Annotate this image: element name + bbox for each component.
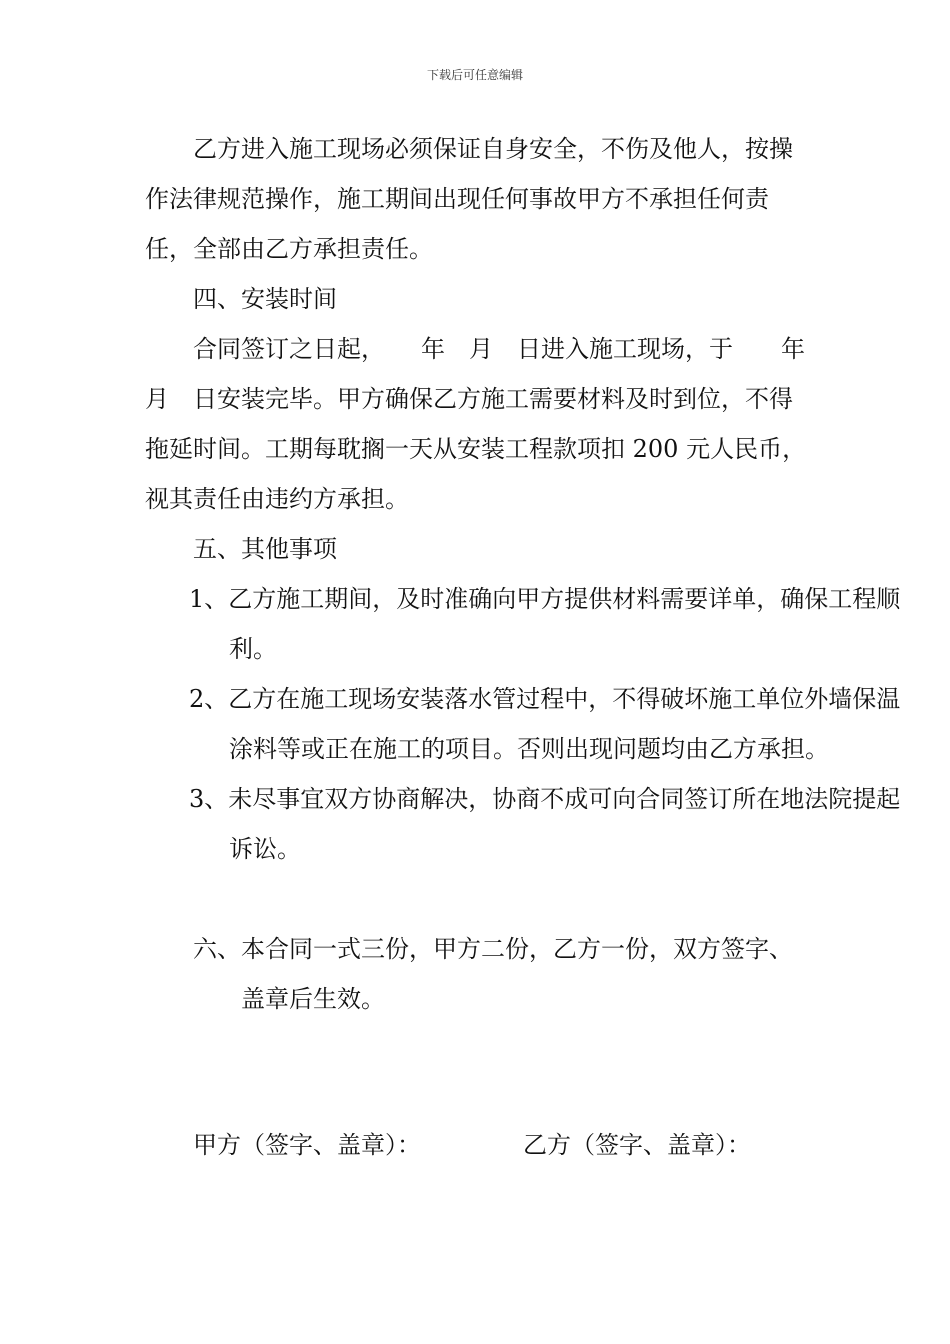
list-item-number: 3、 bbox=[189, 785, 229, 813]
header-note: 下载后可任意编辑 bbox=[426, 68, 523, 82]
list-item-text: 乙方在施工现场安装落水管过程中，不得破坏施工单位外墙保温涂料等或正在施工的项目。否则出现问题均由乙方承担。 bbox=[228, 685, 901, 763]
safety-paragraph: 乙方进入施工现场必须保证自身安全，不伤及他人，按操作法律规范操作，施工期间出现任何事故甲方不承担任何责任，全部由乙方承担责任。 bbox=[145, 135, 793, 263]
party-b-signature-label: 乙方（签字、盖章）： bbox=[523, 1131, 751, 1159]
list-item-text: 乙方施工期间，及时准确向甲方提供材料需要详单，确保工程顺利。 bbox=[228, 585, 901, 663]
list-item-1 bbox=[145, 574, 919, 674]
section-5-title: 五、其他事项 bbox=[193, 535, 337, 563]
list-item-text: 未尽事宜双方协商解决，协商不成可向合同签订所在地法院提起诉讼。 bbox=[228, 785, 901, 863]
document-body bbox=[145, 124, 901, 1024]
party-a-signature-label: 甲方（签字、盖章）： bbox=[193, 1131, 421, 1159]
section-6-line-1: 六、本合同一式三份，甲方二份，乙方一份，双方签字、 bbox=[193, 935, 793, 963]
section-6-line-2: 盖章后生效。 bbox=[241, 985, 385, 1013]
list-item-number: 1、 bbox=[189, 585, 229, 613]
list-item-3 bbox=[145, 774, 919, 874]
list-item-number: 2、 bbox=[189, 685, 229, 713]
schedule-paragraph: 合同签订之日起， 年 月 日进入施工现场，于 年月 日安装完毕。甲方确保乙方施工需要材料及时到位，不得拖延时间。工期每耽搁一天从安装工程款项扣 200 元人民币，视其责任由违约方承担。 bbox=[145, 335, 807, 513]
section-6 bbox=[145, 924, 833, 1024]
spacer bbox=[145, 874, 811, 924]
list-item-2 bbox=[145, 674, 919, 774]
section-4-title: 四、安装时间 bbox=[193, 285, 337, 313]
